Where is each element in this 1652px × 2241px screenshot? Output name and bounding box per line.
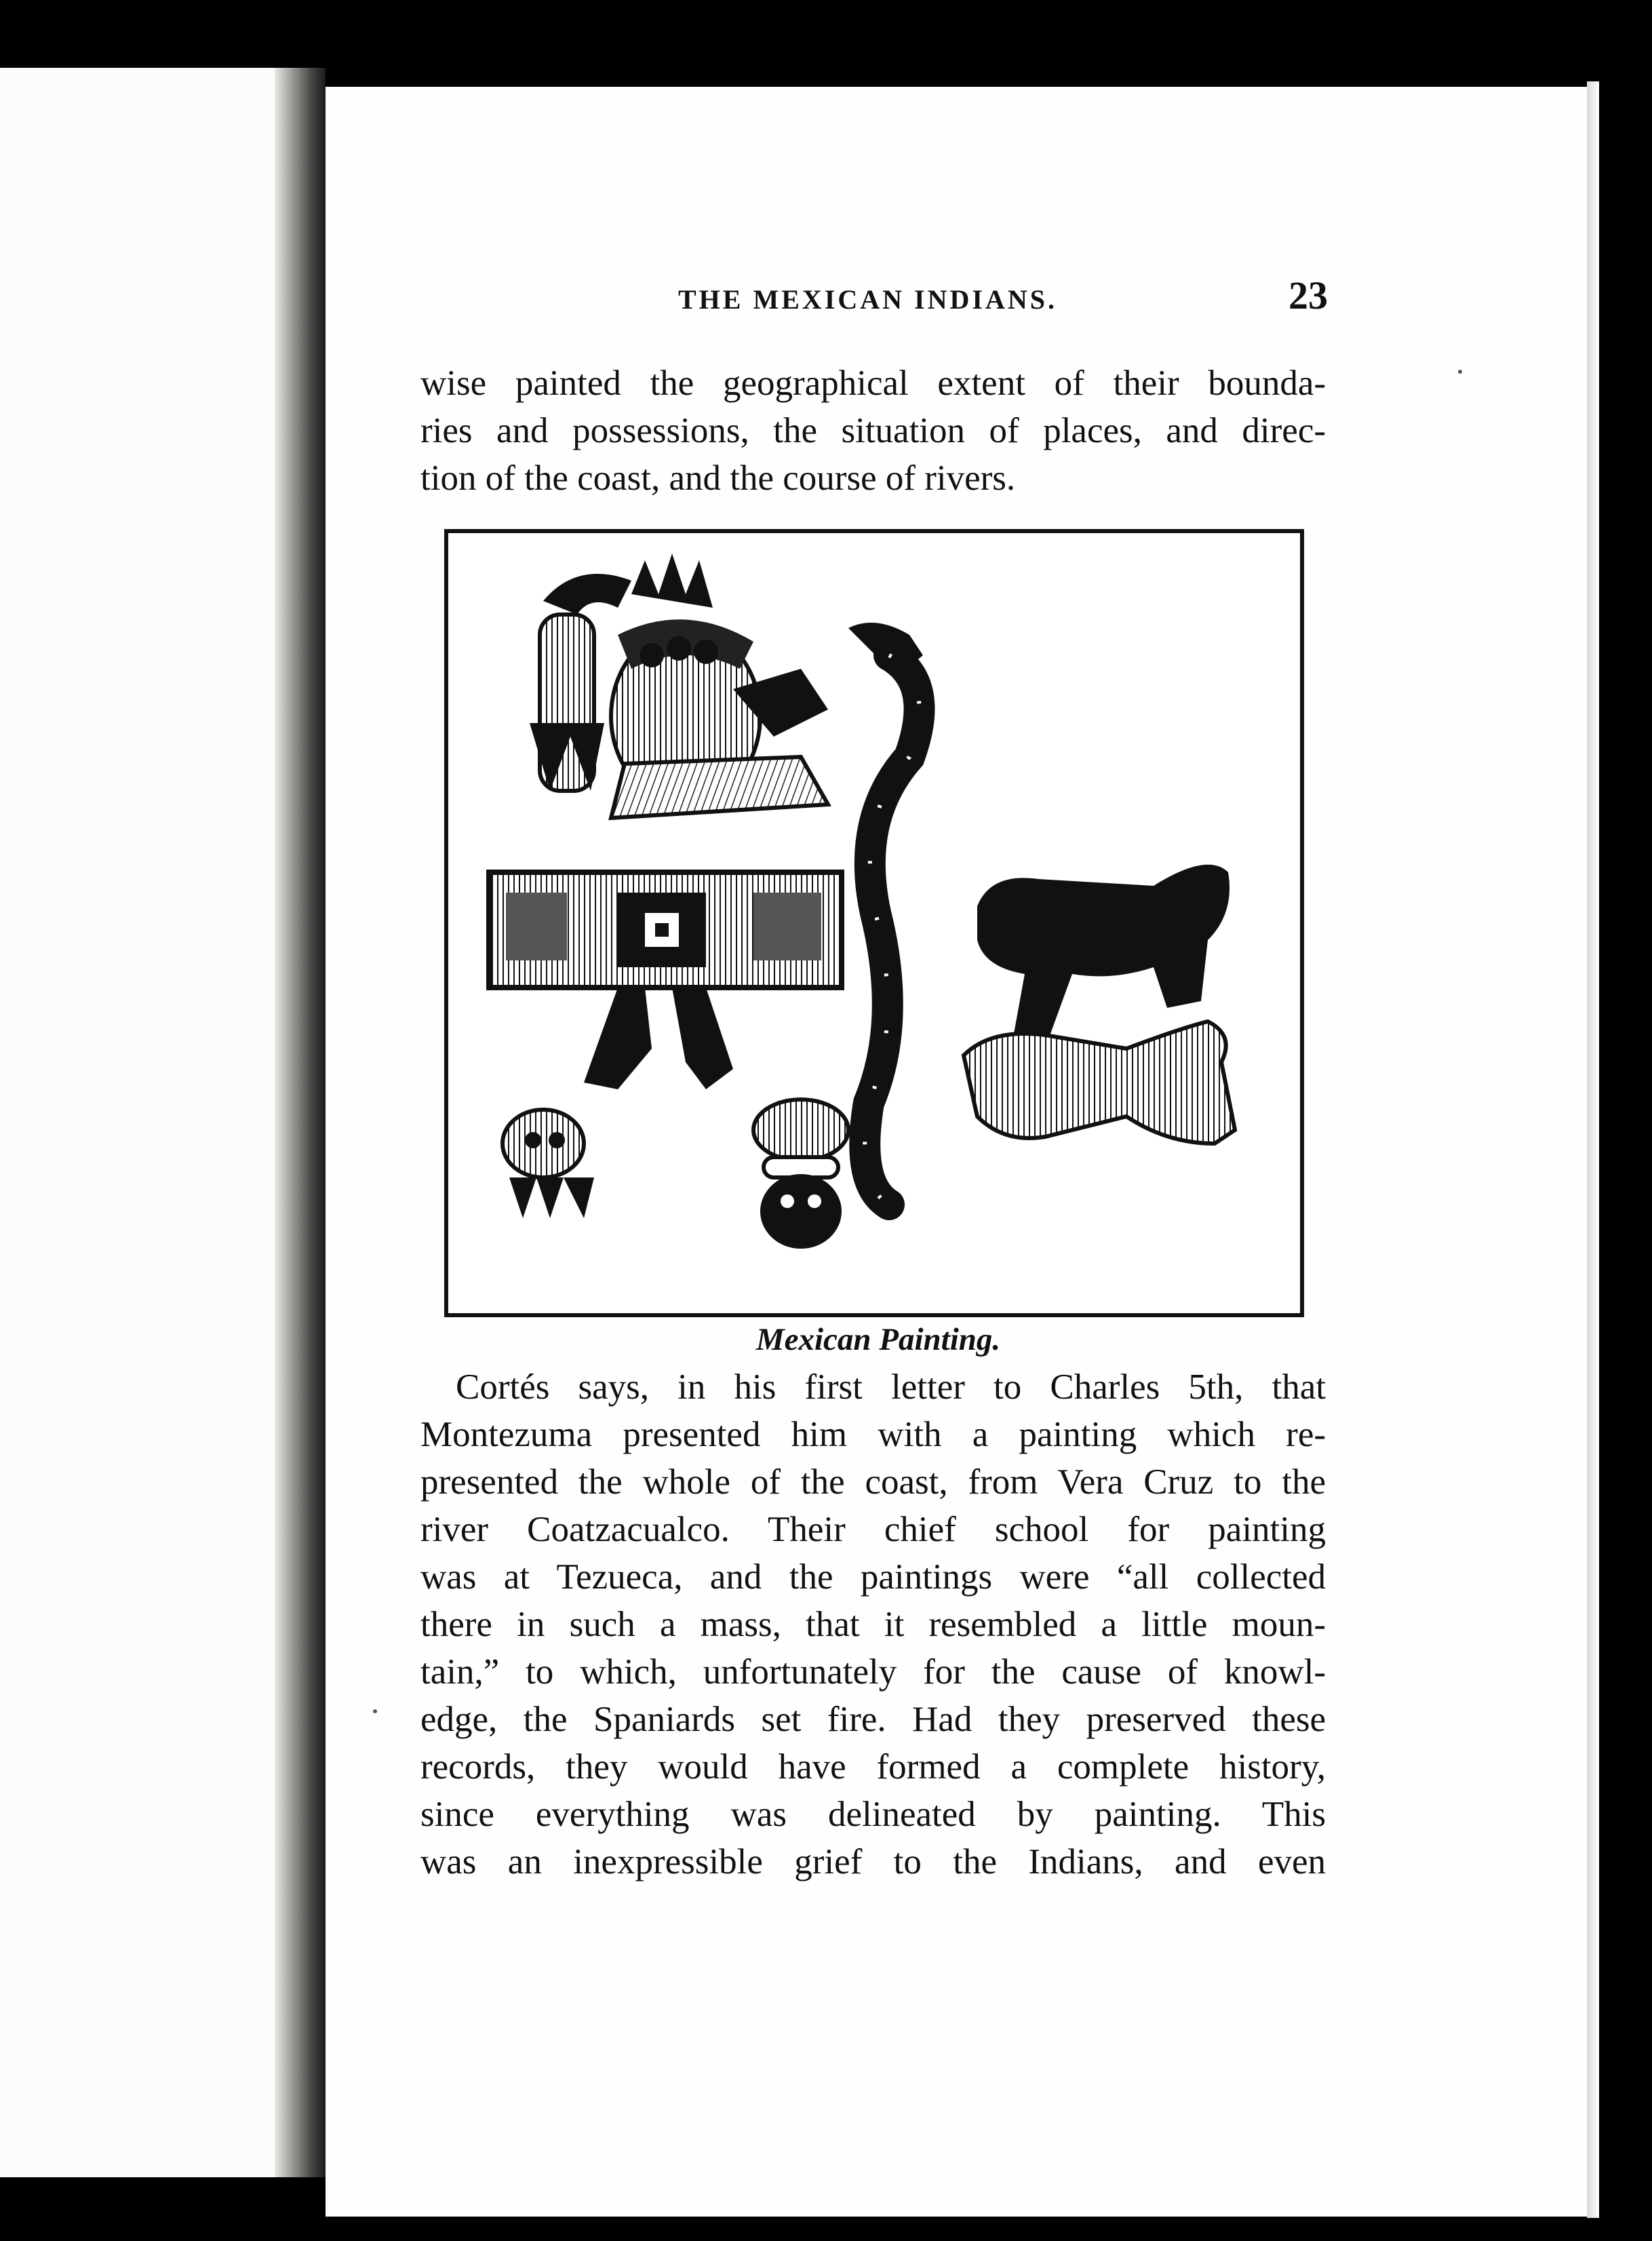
text-line: records, they would have formed a complete history, xyxy=(420,1747,1326,1787)
text-line: there in such a mass, that it resembled a little moun- xyxy=(420,1605,1326,1644)
page-number: 23 xyxy=(1289,273,1328,317)
scan-speck xyxy=(373,1709,377,1713)
left-facing-page xyxy=(0,68,285,2177)
running-head: THE MEXICAN INDIANS. xyxy=(678,284,1057,315)
text-line: was an inexpressible grief to the Indians, and even xyxy=(420,1842,1326,1882)
book-gutter xyxy=(275,68,326,2177)
warrior-figure xyxy=(489,553,842,1089)
text-line: since everything was delineated by painting. This xyxy=(420,1795,1326,1834)
text-line: Cortés says, in his first letter to Charles 5th, that xyxy=(456,1367,1326,1407)
figure-caption: Mexican Painting. xyxy=(755,1322,1001,1357)
text-line: Montezuma presented him with a painting which re- xyxy=(420,1415,1326,1454)
top-paragraph xyxy=(420,359,1326,502)
serpent-figure xyxy=(848,623,923,1205)
text-line: tain,” to which, unfortunately for the cause of knowl- xyxy=(420,1652,1326,1692)
woodcut-illustration xyxy=(448,533,1300,1313)
text-line: was at Tezueca, and the paintings were “all collected xyxy=(420,1557,1326,1597)
scan-speck xyxy=(1458,370,1462,374)
mexican-painting-figure xyxy=(444,529,1304,1317)
small-glyph-center xyxy=(753,1099,848,1249)
text-line: presented the whole of the coast, from Vera Cruz to the xyxy=(420,1462,1326,1502)
animal-and-figure xyxy=(964,865,1235,1144)
body-paragraph xyxy=(420,1363,1326,1886)
small-glyph-left xyxy=(503,1110,594,1218)
text-line: ries and possessions, the situation of places, and direc- xyxy=(420,411,1326,450)
text-line: tion of the coast, and the course of rivers. xyxy=(420,459,1016,498)
page-edge xyxy=(1587,81,1599,2218)
text-line: wise painted the geographical extent of their bounda- xyxy=(420,364,1326,403)
text-line: river Coatzacualco. Their chief school for painting xyxy=(420,1510,1326,1549)
text-line: edge, the Spaniards set fire. Had they preserved these xyxy=(420,1700,1326,1739)
